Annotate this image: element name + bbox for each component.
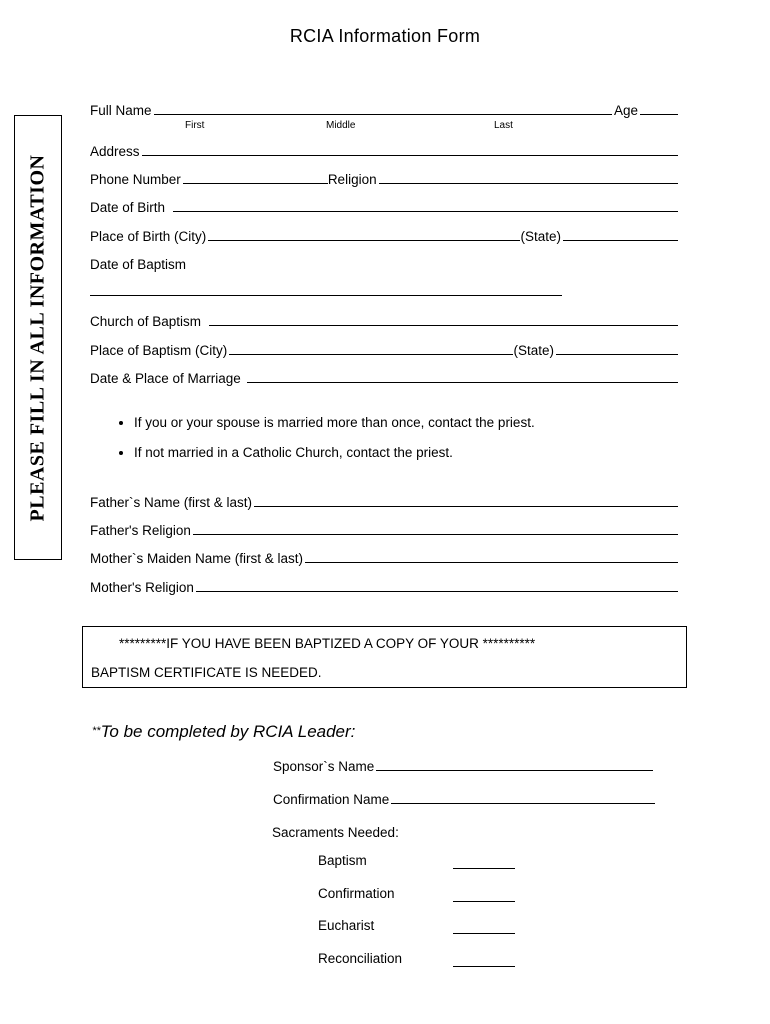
sacrament-confirmation-label: Confirmation: [318, 886, 395, 901]
phone-row: [90, 167, 678, 187]
sponsor-label: Sponsor`s Name: [273, 759, 375, 774]
notice-line-2: BAPTISM CERTIFICATE IS NEEDED.: [91, 665, 322, 680]
last-name-hint: Last: [494, 120, 513, 131]
address-field[interactable]: [142, 141, 678, 156]
side-banner-text: PLEASE FILL IN ALL INFORMATION: [26, 154, 49, 521]
sacrament-reconciliation-label: Reconciliation: [318, 951, 403, 966]
baptism-notice-box: [82, 626, 687, 688]
church-baptism-label: Church of Baptism: [90, 314, 202, 329]
side-banner-box: [14, 115, 62, 560]
pobaptism-row: [90, 338, 678, 358]
leader-heading-stars: **: [92, 725, 101, 737]
full-name-field[interactable]: [154, 100, 612, 115]
father-name-label: Father`s Name (first & last): [90, 495, 253, 510]
pobaptism-city-field[interactable]: [229, 340, 513, 355]
sacrament-reconciliation-field[interactable]: [453, 965, 515, 967]
mother-name-field[interactable]: [305, 548, 678, 563]
father-religion-label: Father's Religion: [90, 523, 191, 538]
father-name-field[interactable]: [254, 492, 678, 507]
leader-heading: [92, 722, 355, 742]
dobaptism-field[interactable]: [90, 295, 562, 296]
age-label: Age: [613, 103, 638, 118]
father-religion-field[interactable]: [193, 520, 678, 535]
middle-name-hint: Middle: [326, 120, 356, 131]
confirmation-name-field[interactable]: [391, 789, 655, 804]
sacrament-eucharist-field[interactable]: [453, 932, 515, 934]
list-item: • If you or your spouse is married more than once, contact the priest.: [134, 413, 535, 443]
full-name-row: [90, 98, 678, 118]
sacrament-confirmation-field[interactable]: [453, 900, 515, 902]
pob-city-label: Place of Birth (City): [90, 229, 207, 244]
marriage-field[interactable]: [247, 368, 678, 383]
list-item: • If not married in a Catholic Church, contact the priest.: [134, 443, 535, 473]
pobaptism-city-label: Place of Baptism (City): [90, 343, 228, 358]
mother-name-row: [90, 546, 678, 566]
church-baptism-row: [90, 309, 678, 329]
sacraments-needed-row: [272, 820, 401, 840]
marriage-label: Date & Place of Marriage: [90, 371, 241, 386]
sponsor-field[interactable]: [376, 756, 653, 771]
sponsor-row: [273, 754, 653, 774]
dobaptism-label: Date of Baptism: [90, 257, 187, 272]
first-name-hint: First: [185, 120, 205, 131]
sacraments-needed-label: Sacraments Needed:: [272, 825, 399, 840]
mother-religion-field[interactable]: [196, 577, 678, 592]
confirmation-name-label: Confirmation Name: [273, 792, 390, 807]
dob-row: [90, 195, 678, 215]
dobaptism-row: [90, 252, 678, 272]
mother-religion-label: Mother's Religion: [90, 580, 194, 595]
religion-label: Religion: [327, 172, 377, 187]
father-name-row: [90, 490, 678, 510]
notice-line-1: *********IF YOU HAVE BEEN BAPTIZED A COPY OF YOUR **********: [119, 636, 536, 651]
religion-field[interactable]: [379, 169, 678, 184]
pob-state-field[interactable]: [563, 226, 678, 241]
pobaptism-state-label: (State): [513, 343, 554, 358]
sacrament-eucharist-label: Eucharist: [318, 918, 375, 933]
phone-label: Phone Number: [90, 172, 181, 187]
mother-religion-row: [90, 575, 678, 595]
confirmation-name-row: [273, 787, 655, 807]
page-title: RCIA Information Form: [289, 26, 481, 46]
marriage-row: [90, 366, 678, 386]
dob-field[interactable]: [173, 197, 678, 212]
pob-row: [90, 224, 678, 244]
church-baptism-field[interactable]: [209, 311, 678, 326]
pob-state-label: (State): [520, 229, 561, 244]
instructions-list: [110, 413, 535, 473]
pobaptism-state-field[interactable]: [556, 340, 678, 355]
sacrament-baptism-label: Baptism: [318, 853, 367, 868]
dob-label: Date of Birth: [90, 200, 166, 215]
sacrament-baptism-field[interactable]: [453, 867, 515, 869]
mother-name-label: Mother`s Maiden Name (first & last): [90, 551, 304, 566]
phone-field[interactable]: [183, 169, 328, 184]
age-field[interactable]: [640, 100, 678, 115]
address-row: [90, 139, 678, 159]
pob-city-field[interactable]: [208, 226, 520, 241]
father-religion-row: [90, 518, 678, 538]
leader-heading-text: To be completed by RCIA Leader:: [100, 722, 356, 741]
full-name-label: Full Name: [90, 103, 152, 118]
address-label: Address: [90, 144, 140, 159]
